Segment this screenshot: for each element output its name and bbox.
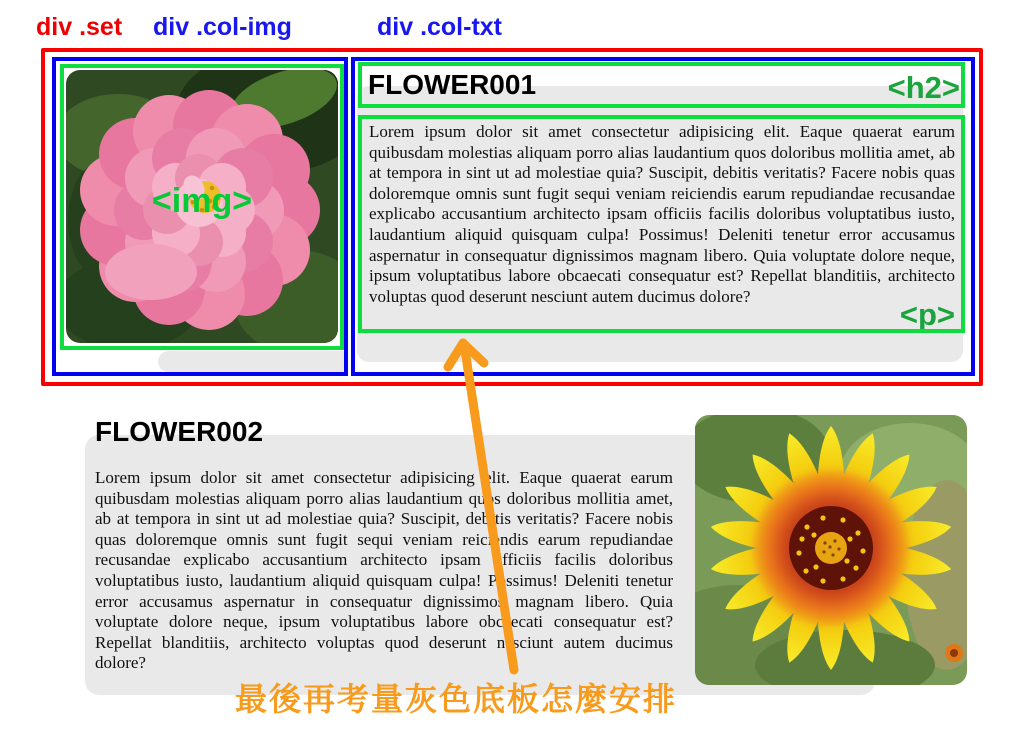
label-div-col-img: div .col-img xyxy=(153,13,292,41)
p-tag-label: <p> xyxy=(899,297,955,332)
card1-body: Lorem ipsum dolor sit amet consectetur adipisicing elit. Eaque quaerat earum quibusdam molestias aliquam porro alias laudantium quos doloribus mollitia amet, ab at tempora in sint ut ad molestiae quia? Suscipit, debitis veritatis? Facere nobis quas doloremque omnis sunt fugit sequi veniam reiciendis earum repudiandae recusandae explicabo accusantium architecto ipsam officiis facilis doloribus voluptatibus iusto, laudantium aliquid quisquam culpa! Possimus! Deleniti tenetur error accusamus aspernatur in consequatur dignissimos magnam libero. Quia voluptate dolore neque, ipsum voluptatibus labore obcaecati consequatur est? Repellat blanditiis, architecto voluptas quod deserunt nesciunt autem ducimus dolore? xyxy=(369,122,955,306)
label-div-col-txt: div .col-txt xyxy=(377,13,503,41)
caption-text: 最後再考量灰色底板怎麼安排 xyxy=(234,680,677,718)
card2-title: FLOWER002 xyxy=(95,416,264,447)
p-outline xyxy=(358,115,965,333)
img-outline xyxy=(60,64,344,350)
h2-outline xyxy=(358,62,965,108)
h2-tag-label: <h2> xyxy=(887,70,960,105)
flower002-photo xyxy=(695,415,967,685)
img-tag-label: <img> xyxy=(151,182,253,220)
card2-body: Lorem ipsum dolor sit amet consectetur adipisicing elit. Eaque quaerat earum quibusdam molestias aliquam porro alias laudantium quos doloribus mollitia amet, ab at tempora in sint ut ad molestiae quia? Suscipit, debitis veritatis? Facere nobis quas doloremque omnis sunt fugit sequi veniam reiciendis earum repudiandae recusandae explicabo accusantium architecto ipsam officiis facilis doloribus voluptatibus iusto, laudantium aliquid quisquam culpa! Possimus! Deleniti tenetur error accusamus aspernatur in consequatur dignissimos magnam libero. Quia voluptate dolore neque, ipsum voluptatibus labore obcaecati consequatur est? Repellat blanditiis, architecto voluptas quod deserunt nesciunt autem ducimus dolore? xyxy=(95,468,673,673)
blanket-flower-illustration xyxy=(695,415,967,685)
card1-title: FLOWER001 xyxy=(368,69,537,100)
label-div-set: div .set xyxy=(36,13,123,41)
